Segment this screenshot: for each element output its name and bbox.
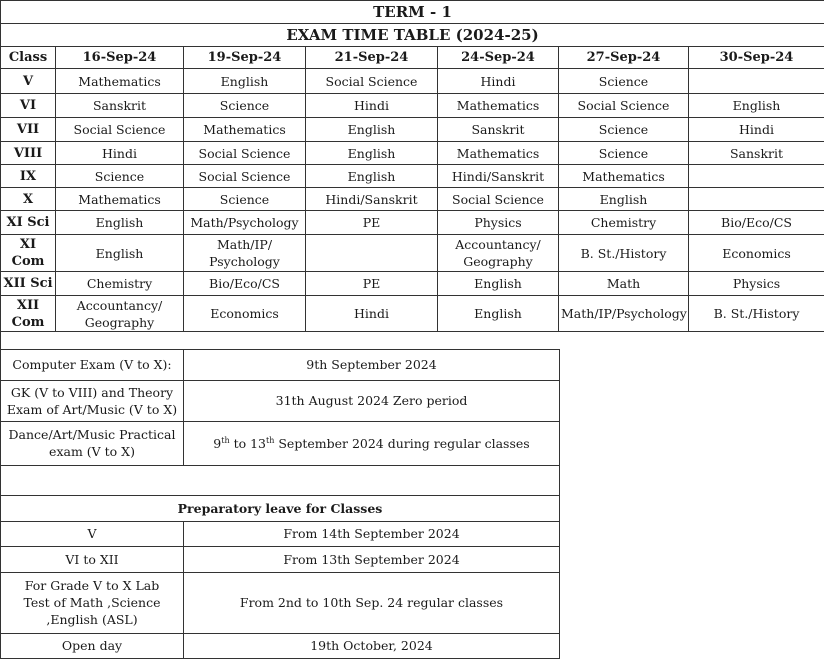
subject-cell <box>689 69 824 94</box>
subject-cell: Economics <box>184 296 306 332</box>
exam-label: GK (V to VIII) and Theory Exam of Art/Music (V to X) <box>1 380 184 421</box>
subject-cell <box>689 165 824 188</box>
table-row <box>1 165 824 188</box>
term-title: TERM - 1 <box>1 1 824 24</box>
column-header: 30-Sep-24 <box>689 47 824 69</box>
subject-cell: Mathematics <box>438 94 559 118</box>
subject-cell: Sanskrit <box>438 118 559 142</box>
class-cell: XII Sci <box>1 272 56 296</box>
subject-cell: Chemistry <box>559 211 689 235</box>
class-cell: V <box>1 69 56 94</box>
subject-cell: Accountancy/ Geography <box>438 235 559 272</box>
subject-cell: Science <box>559 69 689 94</box>
subject-cell: Mathematics <box>56 188 184 211</box>
subject-cell: Science <box>56 165 184 188</box>
subject-cell <box>689 188 824 211</box>
column-header: Class <box>1 47 56 69</box>
subject-cell: Hindi <box>689 118 824 142</box>
subject-cell: English <box>559 188 689 211</box>
subject-cell: Hindi/Sanskrit <box>306 188 438 211</box>
subject-cell: Social Science <box>559 94 689 118</box>
subject-cell: Social Science <box>306 69 438 94</box>
lab-test-label: For Grade V to X Lab Test of Math ,Science ,English (ASL) <box>1 572 184 633</box>
subject-cell: Chemistry <box>56 272 184 296</box>
subject-cell: Mathematics <box>438 142 559 165</box>
table-row <box>1 94 824 118</box>
subject-cell: Hindi <box>438 69 559 94</box>
exam-label: Computer Exam (V to X): <box>1 349 184 380</box>
table-row <box>1 69 824 94</box>
column-header: 21-Sep-24 <box>306 47 438 69</box>
leave-class: VI to XII <box>1 546 184 572</box>
leave-class: V <box>1 521 184 546</box>
subject-cell: Mathematics <box>56 69 184 94</box>
open-day-date: 19th October, 2024 <box>184 633 560 658</box>
class-cell: VI <box>1 94 56 118</box>
subject-cell: B. St./History <box>689 296 824 332</box>
open-day-label: Open day <box>1 633 184 658</box>
subject-cell: Economics <box>689 235 824 272</box>
subject-cell: Accountancy/ Geography <box>56 296 184 332</box>
subject-cell: Math/IP/ Psychology <box>184 235 306 272</box>
subject-cell: Hindi/Sanskrit <box>438 165 559 188</box>
table-row <box>1 188 824 211</box>
table-row <box>1 118 824 142</box>
class-cell: XI Sci <box>1 211 56 235</box>
class-cell: VII <box>1 118 56 142</box>
class-cell: VIII <box>1 142 56 165</box>
subject-cell: Science <box>559 142 689 165</box>
subject-cell: Social Science <box>184 142 306 165</box>
subject-cell: B. St./History <box>559 235 689 272</box>
subject-cell: Sanskrit <box>689 142 824 165</box>
exam-label: Dance/Art/Music Practical exam (V to X) <box>1 421 184 465</box>
subject-cell: English <box>306 118 438 142</box>
class-cell: XI Com <box>1 235 56 272</box>
subject-cell: English <box>438 272 559 296</box>
subject-cell: Social Science <box>438 188 559 211</box>
exam-date: 9th to 13th September 2024 during regular classes <box>184 421 560 465</box>
subject-cell: Bio/Eco/CS <box>689 211 824 235</box>
subject-cell: English <box>56 235 184 272</box>
spacer-row <box>1 331 560 349</box>
subject-cell: Hindi <box>306 296 438 332</box>
subject-cell: English <box>306 142 438 165</box>
column-header: 16-Sep-24 <box>56 47 184 69</box>
subject-cell: Hindi <box>306 94 438 118</box>
table-header-row <box>1 47 824 69</box>
table-row <box>1 296 824 332</box>
spacer-row <box>1 465 560 495</box>
subject-cell: Math <box>559 272 689 296</box>
subject-cell: Math/IP/Psychology <box>559 296 689 332</box>
subject-cell: English <box>56 211 184 235</box>
additional-schedule-table <box>0 331 560 659</box>
table-row <box>1 211 824 235</box>
exam-date: 9th September 2024 <box>184 349 560 380</box>
subject-cell: English <box>306 165 438 188</box>
subject-cell: Mathematics <box>559 165 689 188</box>
subject-cell: Mathematics <box>184 118 306 142</box>
subject-cell: Social Science <box>184 165 306 188</box>
column-header: 24-Sep-24 <box>438 47 559 69</box>
subject-cell: Science <box>184 188 306 211</box>
table-row <box>1 272 824 296</box>
class-cell: X <box>1 188 56 211</box>
leave-date: From 13th September 2024 <box>184 546 560 572</box>
lab-test-date: From 2nd to 10th Sep. 24 regular classes <box>184 572 560 633</box>
subject-cell <box>306 235 438 272</box>
subject-cell: PE <box>306 211 438 235</box>
table-row <box>1 142 824 165</box>
class-cell: XII Com <box>1 296 56 332</box>
subject-cell: Math/Psychology <box>184 211 306 235</box>
subject-cell: Science <box>184 94 306 118</box>
class-cell: IX <box>1 165 56 188</box>
column-header: 19-Sep-24 <box>184 47 306 69</box>
exam-date: 31th August 2024 Zero period <box>184 380 560 421</box>
subject-cell: PE <box>306 272 438 296</box>
subject-cell: English <box>184 69 306 94</box>
column-header: 27-Sep-24 <box>559 47 689 69</box>
subject-cell: English <box>438 296 559 332</box>
subject-cell: English <box>689 94 824 118</box>
table-row <box>1 235 824 272</box>
subject-cell: Physics <box>438 211 559 235</box>
page-title: EXAM TIME TABLE (2024-25) <box>1 24 824 47</box>
subject-cell: Physics <box>689 272 824 296</box>
subject-cell: Bio/Eco/CS <box>184 272 306 296</box>
subject-cell: Hindi <box>56 142 184 165</box>
subject-cell: Science <box>559 118 689 142</box>
section-heading: Preparatory leave for Classes <box>1 495 560 521</box>
subject-cell: Sanskrit <box>56 94 184 118</box>
leave-date: From 14th September 2024 <box>184 521 560 546</box>
subject-cell: Social Science <box>56 118 184 142</box>
